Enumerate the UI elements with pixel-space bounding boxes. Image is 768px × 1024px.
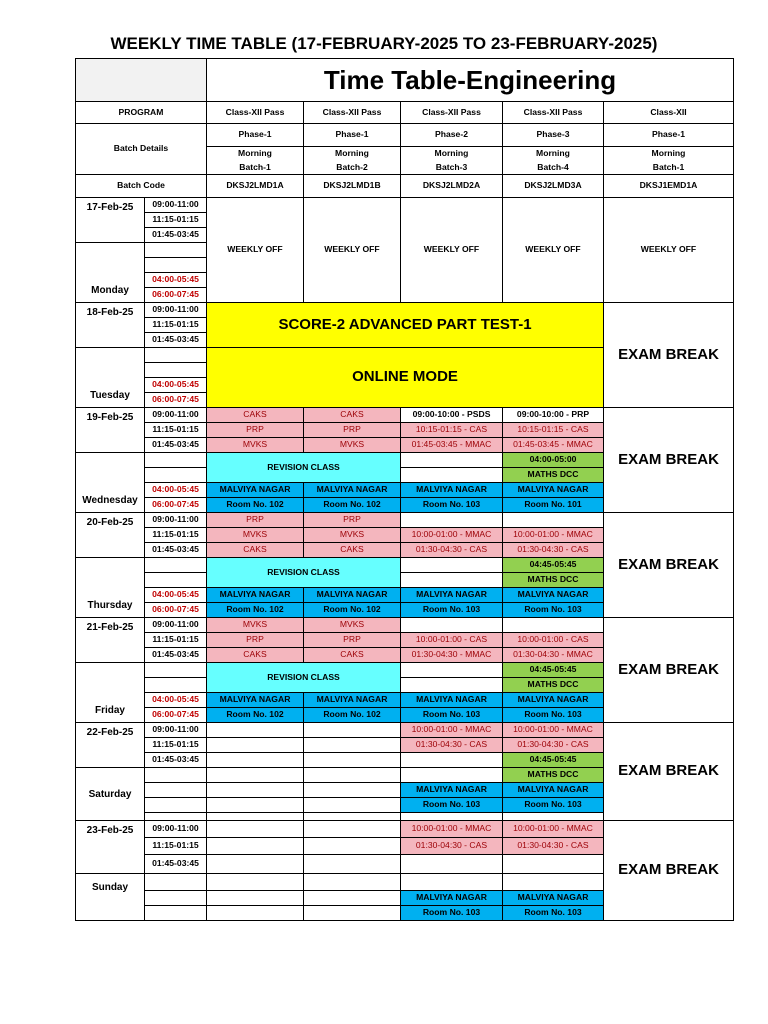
slot: 11:15-01:15 <box>145 213 207 228</box>
date-saturday: 22-Feb-25 <box>76 723 145 768</box>
class-cell: 01:30-04:30 - CAS <box>503 838 604 855</box>
batch-code-label: Batch Code <box>76 175 207 198</box>
room: Room No. 103 <box>503 798 604 813</box>
revision-class: REVISION CLASS <box>207 453 401 483</box>
shift-5: Morning <box>604 147 734 161</box>
class-cell: 10:00-01:00 - CAS <box>401 633 503 648</box>
class-cell <box>207 874 304 891</box>
class-cell: 10:00-01:00 - MMAC <box>503 528 604 543</box>
class-cell <box>503 855 604 874</box>
class-cell: CAKS <box>304 408 401 423</box>
class-cell: 01:30-04:30 - CAS <box>401 838 503 855</box>
class-cell: PRP <box>207 513 304 528</box>
weekly-off: WEEKLY OFF <box>304 198 401 303</box>
class-cell: CAKS <box>207 648 304 663</box>
class-cell: CAKS <box>304 648 401 663</box>
venue: MALVIYA NAGAR <box>401 891 503 906</box>
shift-2: Morning <box>304 147 401 161</box>
class-cell <box>503 874 604 891</box>
class-cell <box>401 678 503 693</box>
room: Room No. 102 <box>304 603 401 618</box>
slot: 09:00-11:00 <box>145 408 207 423</box>
exam-break: EXAM BREAK <box>604 618 734 723</box>
room: Room No. 102 <box>207 603 304 618</box>
class-cell: CAKS <box>207 408 304 423</box>
dcc-label: MATHS DCC <box>503 678 604 693</box>
timetable <box>75 58 734 921</box>
room: Room No. 103 <box>401 906 503 921</box>
batch-4: Batch-4 <box>503 161 604 175</box>
slot: 11:15-01:15 <box>145 528 207 543</box>
day-thursday: Thursday <box>76 558 145 618</box>
venue: MALVIYA NAGAR <box>207 483 304 498</box>
class-cell <box>207 813 304 821</box>
class-cell: MVKS <box>304 528 401 543</box>
class-cell: 01:30-04:30 - MMAC <box>503 648 604 663</box>
weekly-off: WEEKLY OFF <box>604 198 734 303</box>
shift-3: Morning <box>401 147 503 161</box>
slot <box>145 906 207 921</box>
weekly-off: WEEKLY OFF <box>207 198 304 303</box>
slot <box>145 258 207 273</box>
class-cell <box>401 813 503 821</box>
room: Room No. 103 <box>401 708 503 723</box>
slot: 06:00-07:45 <box>145 498 207 513</box>
slot <box>145 468 207 483</box>
test-title: SCORE-2 ADVANCED PART TEST-1 <box>207 303 604 348</box>
class-cell: 10:00-01:00 - MMAC <box>401 723 503 738</box>
slot: 01:45-03:45 <box>145 228 207 243</box>
dcc-time: 04:45-05:45 <box>503 663 604 678</box>
batch-details-label: Batch Details <box>76 124 207 175</box>
table-heading: Time Table-Engineering <box>207 59 734 102</box>
class-cell <box>401 874 503 891</box>
revision-class: REVISION CLASS <box>207 663 401 693</box>
class-cell <box>401 558 503 573</box>
class-cell <box>304 855 401 874</box>
slot: 01:45-03:45 <box>145 543 207 558</box>
class-cell <box>304 753 401 768</box>
class-cell: 01:30-04:30 - CAS <box>503 738 604 753</box>
slot <box>145 243 207 258</box>
venue: MALVIYA NAGAR <box>304 588 401 603</box>
room: Room No. 103 <box>503 906 604 921</box>
room: Room No. 103 <box>401 798 503 813</box>
class-cell: MVKS <box>207 438 304 453</box>
class-cell <box>207 838 304 855</box>
dcc-time: 04:45-05:45 <box>503 558 604 573</box>
venue: MALVIYA NAGAR <box>503 783 604 798</box>
class-cell <box>401 453 503 468</box>
shift-4: Morning <box>503 147 604 161</box>
class-cell: 01:30-04:30 - MMAC <box>401 648 503 663</box>
day-wednesday: Wednesday <box>76 453 145 513</box>
venue: MALVIYA NAGAR <box>401 693 503 708</box>
phase-4: Phase-3 <box>503 124 604 147</box>
program-row <box>76 102 734 124</box>
slot <box>145 891 207 906</box>
revision-class: REVISION CLASS <box>207 558 401 588</box>
slot <box>145 874 207 891</box>
venue: MALVIYA NAGAR <box>207 693 304 708</box>
exam-break: EXAM BREAK <box>604 723 734 821</box>
class-cell: 01:30-04:30 - CAS <box>401 738 503 753</box>
batch-3: Batch-3 <box>401 161 503 175</box>
slot <box>145 783 207 798</box>
room: Room No. 103 <box>503 708 604 723</box>
slot <box>145 348 207 363</box>
class-cell: PRP <box>207 633 304 648</box>
shift-1: Morning <box>207 147 304 161</box>
class-cell <box>304 906 401 921</box>
slot: 11:15-01:15 <box>145 423 207 438</box>
class-cell <box>401 468 503 483</box>
header-blank <box>76 59 207 102</box>
batch-5: Batch-1 <box>604 161 734 175</box>
program-5: Class-XII <box>604 102 734 124</box>
phase-5: Phase-1 <box>604 124 734 147</box>
slot: 06:00-07:45 <box>145 708 207 723</box>
slot: 06:00-07:45 <box>145 393 207 408</box>
day-friday: Friday <box>76 663 145 723</box>
slot: 09:00-11:00 <box>145 513 207 528</box>
slot: 01:45-03:45 <box>145 855 207 874</box>
exam-break: EXAM BREAK <box>604 821 734 921</box>
slot: 01:45-03:45 <box>145 753 207 768</box>
class-cell: PRP <box>304 633 401 648</box>
class-cell <box>304 768 401 783</box>
slot <box>145 798 207 813</box>
class-cell <box>304 798 401 813</box>
dcc-time: 04:00-05:00 <box>503 453 604 468</box>
code-4: DKSJ2LMD3A <box>503 175 604 198</box>
venue: MALVIYA NAGAR <box>207 588 304 603</box>
class-cell <box>401 663 503 678</box>
class-cell <box>304 821 401 838</box>
class-cell: 01:45-03:45 - MMAC <box>401 438 503 453</box>
class-cell: 10:00-01:00 - MMAC <box>503 821 604 838</box>
class-cell: PRP <box>304 423 401 438</box>
slot: 01:45-03:45 <box>145 333 207 348</box>
slot: 11:15-01:15 <box>145 633 207 648</box>
date-friday: 21-Feb-25 <box>76 618 145 663</box>
date-monday: 17-Feb-25 <box>76 198 145 243</box>
class-cell <box>207 798 304 813</box>
dcc-label: MATHS DCC <box>503 768 604 783</box>
room: Room No. 103 <box>401 498 503 513</box>
day-saturday: Saturday <box>76 768 145 821</box>
slot <box>145 813 207 821</box>
class-cell <box>304 738 401 753</box>
venue: MALVIYA NAGAR <box>503 588 604 603</box>
slot: 01:45-03:45 <box>145 438 207 453</box>
slot: 09:00-11:00 <box>145 723 207 738</box>
exam-break: EXAM BREAK <box>604 513 734 618</box>
class-cell: 10:00-01:00 - MMAC <box>503 723 604 738</box>
program-1: Class-XII Pass <box>207 102 304 124</box>
class-cell <box>401 768 503 783</box>
class-cell: CAKS <box>207 543 304 558</box>
venue: MALVIYA NAGAR <box>503 891 604 906</box>
class-cell <box>401 618 503 633</box>
dcc-label: MATHS DCC <box>503 573 604 588</box>
venue: MALVIYA NAGAR <box>503 483 604 498</box>
class-cell <box>401 753 503 768</box>
class-cell: 10:15-01:15 - CAS <box>401 423 503 438</box>
venue: MALVIYA NAGAR <box>304 693 401 708</box>
class-cell <box>207 891 304 906</box>
class-cell <box>304 891 401 906</box>
batch-2: Batch-2 <box>304 161 401 175</box>
class-cell: CAKS <box>304 543 401 558</box>
dcc-time: 04:45-05:45 <box>503 753 604 768</box>
class-cell <box>304 874 401 891</box>
room: Room No. 103 <box>401 603 503 618</box>
class-cell: 01:45-03:45 - MMAC <box>503 438 604 453</box>
date-sunday: 23-Feb-25 <box>76 821 145 874</box>
class-cell <box>401 855 503 874</box>
room: Room No. 101 <box>503 498 604 513</box>
class-cell: 09:00-10:00 - PRP <box>503 408 604 423</box>
day-sunday: Sunday <box>76 874 145 921</box>
program-2: Class-XII Pass <box>304 102 401 124</box>
class-cell: 10:00-01:00 - MMAC <box>401 821 503 838</box>
slot: 06:00-07:45 <box>145 603 207 618</box>
venue: MALVIYA NAGAR <box>503 693 604 708</box>
room: Room No. 102 <box>207 708 304 723</box>
code-3: DKSJ2LMD2A <box>401 175 503 198</box>
room: Room No. 102 <box>207 498 304 513</box>
slot: 09:00-11:00 <box>145 821 207 838</box>
class-cell <box>401 513 503 528</box>
weekly-off: WEEKLY OFF <box>503 198 604 303</box>
phase-3: Phase-2 <box>401 124 503 147</box>
class-cell: MVKS <box>304 618 401 633</box>
page-title: WEEKLY TIME TABLE (17-FEBRUARY-2025 TO 23-FEBRUARY-2025) <box>110 34 658 53</box>
program-4: Class-XII Pass <box>503 102 604 124</box>
venue: MALVIYA NAGAR <box>304 483 401 498</box>
slot <box>145 678 207 693</box>
weekly-off: WEEKLY OFF <box>401 198 503 303</box>
class-cell: MVKS <box>207 618 304 633</box>
slot <box>145 363 207 378</box>
class-cell <box>304 838 401 855</box>
venue: MALVIYA NAGAR <box>401 783 503 798</box>
class-cell <box>503 618 604 633</box>
code-1: DKSJ2LMD1A <box>207 175 304 198</box>
date-tuesday: 18-Feb-25 <box>76 303 145 348</box>
slot <box>145 573 207 588</box>
venue: MALVIYA NAGAR <box>401 588 503 603</box>
day-monday: Monday <box>76 243 145 303</box>
room: Room No. 103 <box>503 603 604 618</box>
class-cell: 10:00-01:00 - MMAC <box>401 528 503 543</box>
code-2: DKSJ2LMD1B <box>304 175 401 198</box>
room: Room No. 102 <box>304 708 401 723</box>
date-thursday: 20-Feb-25 <box>76 513 145 558</box>
slot: 04:00-05:45 <box>145 693 207 708</box>
venue: MALVIYA NAGAR <box>401 483 503 498</box>
class-cell <box>207 723 304 738</box>
class-cell: 01:30-04:30 - CAS <box>401 543 503 558</box>
class-cell <box>304 783 401 798</box>
room: Room No. 102 <box>304 498 401 513</box>
slot: 04:00-05:45 <box>145 483 207 498</box>
class-cell <box>304 813 401 821</box>
slot: 04:00-05:45 <box>145 378 207 393</box>
exam-break: EXAM BREAK <box>604 303 734 408</box>
class-cell: 10:15-01:15 - CAS <box>503 423 604 438</box>
class-cell <box>207 753 304 768</box>
slot: 09:00-11:00 <box>145 618 207 633</box>
slot: 11:15-01:15 <box>145 838 207 855</box>
class-cell: PRP <box>304 513 401 528</box>
program-3: Class-XII Pass <box>401 102 503 124</box>
test-mode: ONLINE MODE <box>207 348 604 408</box>
class-cell: 01:30-04:30 - CAS <box>503 543 604 558</box>
class-cell: 10:00-01:00 - CAS <box>503 633 604 648</box>
class-cell: PRP <box>207 423 304 438</box>
class-cell: MVKS <box>207 528 304 543</box>
class-cell <box>207 783 304 798</box>
phase-1: Phase-1 <box>207 124 304 147</box>
slot: 11:15-01:15 <box>145 738 207 753</box>
class-cell: MVKS <box>304 438 401 453</box>
slot: 09:00-11:00 <box>145 198 207 213</box>
slot: 04:00-05:45 <box>145 588 207 603</box>
slot: 04:00-05:45 <box>145 273 207 288</box>
dcc-label: MATHS DCC <box>503 468 604 483</box>
slot <box>145 768 207 783</box>
class-cell <box>207 855 304 874</box>
exam-break: EXAM BREAK <box>604 408 734 513</box>
class-cell <box>503 513 604 528</box>
class-cell: 09:00-10:00 - PSDS <box>401 408 503 423</box>
slot <box>145 453 207 468</box>
date-wednesday: 19-Feb-25 <box>76 408 145 453</box>
slot <box>145 558 207 573</box>
slot: 11:15-01:15 <box>145 318 207 333</box>
program-label: PROGRAM <box>76 102 207 124</box>
slot: 01:45-03:45 <box>145 648 207 663</box>
class-cell <box>207 738 304 753</box>
slot: 06:00-07:45 <box>145 288 207 303</box>
class-cell <box>207 906 304 921</box>
day-tuesday: Tuesday <box>76 348 145 408</box>
batch-1: Batch-1 <box>207 161 304 175</box>
class-cell <box>401 573 503 588</box>
slot: 09:00-11:00 <box>145 303 207 318</box>
phase-2: Phase-1 <box>304 124 401 147</box>
class-cell <box>207 821 304 838</box>
class-cell <box>304 723 401 738</box>
slot <box>145 663 207 678</box>
code-5: DKSJ1EMD1A <box>604 175 734 198</box>
class-cell <box>503 813 604 821</box>
class-cell <box>207 768 304 783</box>
